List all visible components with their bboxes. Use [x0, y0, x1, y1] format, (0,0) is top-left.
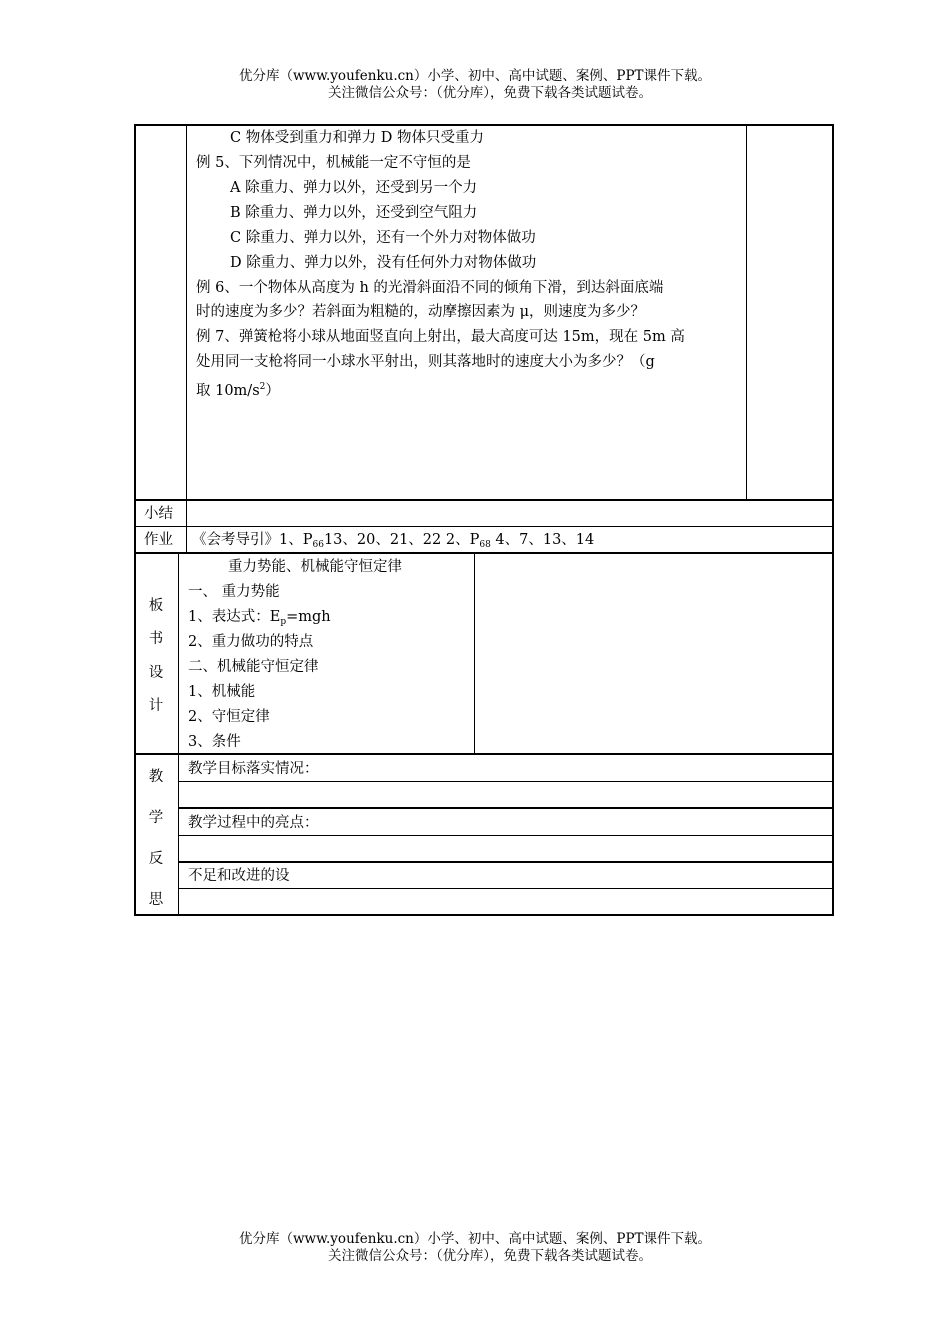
example-5-question: 例 5、下列情况中，机械能一定不守恒的是	[196, 155, 471, 171]
summary-label: 小结	[144, 506, 173, 522]
footer-line-2: 关注微信公众号：（优分库），免费下载各类试题试卷。	[328, 1248, 652, 1264]
option-c-d-line: C 物体受到重力和弹力 D 物体只受重力	[230, 130, 485, 146]
table-border-bottom	[134, 914, 834, 916]
reflection-row-5	[178, 888, 834, 889]
example-5-option-d: D 除重力、弹力以外，没有任何外力对物体做功	[230, 255, 537, 271]
example-5-option-b: B 除重力、弹力以外，还受到空气阻力	[230, 205, 478, 221]
superscript-exponent: 2	[259, 382, 266, 392]
board-item-2: 2、重力做功的特点	[188, 634, 314, 650]
example-5-option-a: A 除重力、弹力以外，还受到另一个力	[230, 180, 478, 196]
reflection-label-2: 学	[148, 810, 164, 826]
board-mech-1: 1、机械能	[188, 684, 256, 700]
board-formula: 1、表达式：$E_p=mgh$	[188, 609, 331, 627]
reflection-row-4	[178, 861, 834, 863]
table-border-top	[134, 124, 834, 126]
reflection-row-1	[178, 781, 834, 782]
col-divider-right	[746, 124, 747, 500]
example-6-line-2: 时的速度为多少？若斜面为粗糙的，动摩擦因素为 μ，则速度为多少？	[196, 304, 646, 320]
board-label-2: 书	[148, 631, 164, 647]
board-label-3: 设	[148, 665, 164, 681]
reflection-row-2	[178, 807, 834, 809]
row-divider-homework	[134, 526, 834, 527]
header-line-1: 优分库（www.youfenku.cn）小学、初中、高中试题、案例、PPT课件下载。	[238, 68, 712, 84]
reflection-improve: 不足和改进的设	[188, 868, 290, 884]
page-subscript-1: 66	[312, 540, 324, 550]
example-6-line-1: 例 6、一个物体从高度为 h 的光滑斜面沿不同的倾角下滑，到达斜面底端	[196, 280, 664, 296]
col-divider-left	[186, 124, 187, 500]
table-border-right	[832, 124, 834, 916]
reflection-label-3: 反	[148, 851, 164, 867]
reflection-highlight: 教学过程中的亮点：	[188, 815, 319, 831]
homework-content: 《会考导引》1、$P_{66}13$、20、21、22 2、$P_{68}$ 4、7、13、14	[192, 532, 595, 550]
row-divider-summary	[134, 499, 834, 501]
example-7-line-3: 取 $10m/s^2$）	[196, 382, 280, 399]
board-section-2: 二、机械能守恒定律	[188, 659, 319, 675]
header-line-2: 关注微信公众号：（优分库），免费下载各类试题试卷。	[328, 85, 652, 101]
col-divider-board-mid	[474, 554, 475, 754]
page-subscript-2: 68	[479, 540, 491, 550]
homework-label: 作业	[144, 532, 173, 548]
board-mech-2: 2、守恒定律	[188, 709, 270, 725]
board-mech-3: 3、条件	[188, 734, 241, 750]
board-title: 重力势能、机械能守恒定律	[228, 559, 402, 575]
reflection-goal: 教学目标落实情况：	[188, 761, 319, 777]
table-border-left	[134, 124, 136, 916]
example-5-option-c: C 除重力、弹力以外，还有一个外力对物体做功	[230, 230, 536, 246]
footer-line-1: 优分库（www.youfenku.cn）小学、初中、高中试题、案例、PPT课件下载。	[238, 1231, 712, 1247]
formula-subscript: p	[280, 617, 287, 627]
reflection-row-3	[178, 835, 834, 836]
example-7-line-2: 处用同一支枪将同一小球水平射出，则其落地时的速度大小为多少？（g	[196, 354, 655, 370]
board-section-1: 一、 重力势能	[188, 584, 280, 600]
row-divider-reflection	[134, 753, 834, 755]
board-label-1: 板	[148, 598, 164, 614]
board-label-4: 计	[148, 698, 164, 714]
col-divider-summary	[186, 500, 187, 554]
reflection-label-4: 思	[148, 892, 164, 908]
example-7-line-1: 例 7、弹簧枪将小球从地面竖直向上射出，最大高度可达 15m，现在 5m 高	[196, 329, 685, 345]
page-header	[0, 68, 950, 102]
reflection-label-1: 教	[148, 769, 164, 785]
page-footer	[0, 1231, 950, 1265]
